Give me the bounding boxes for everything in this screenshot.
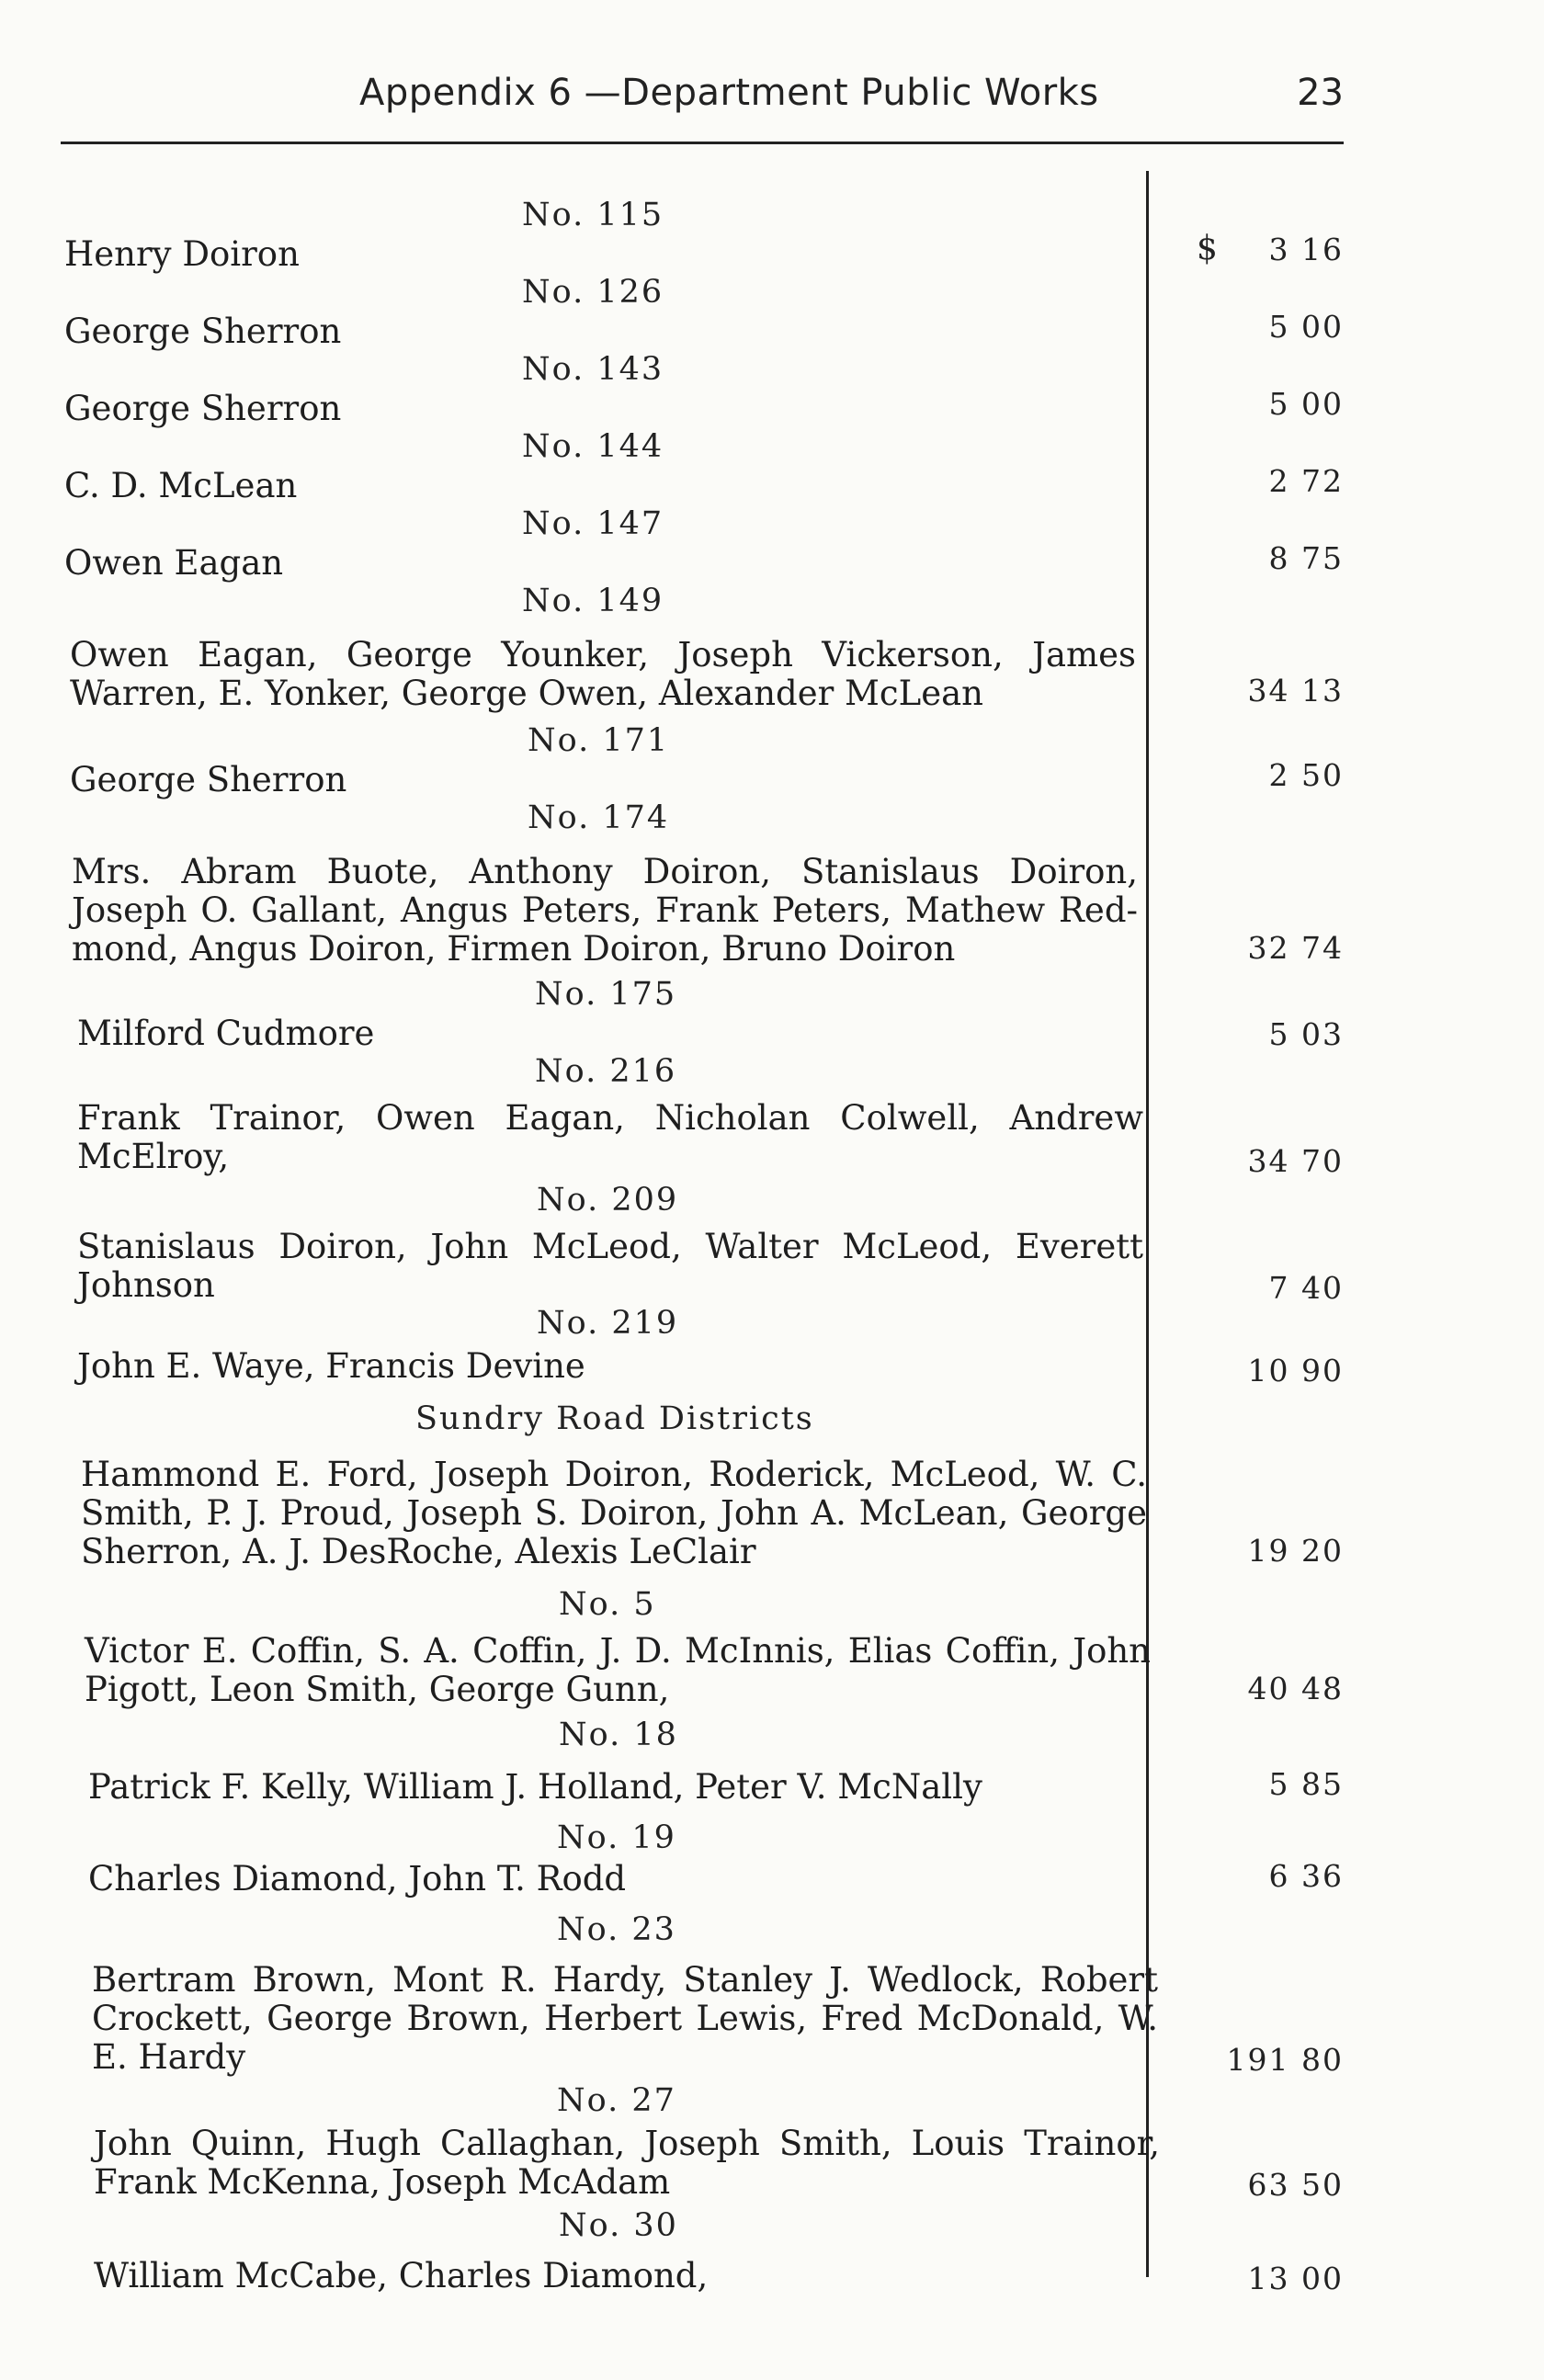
entry-amount: 5 85: [1268, 1766, 1344, 1802]
entry-amount: 13 00: [1247, 2261, 1344, 2296]
entry-names: William McCabe, Charles Diamond,: [94, 2256, 709, 2295]
entry-heading: No. 30: [559, 2207, 678, 2244]
entry-heading: No. 175: [535, 976, 677, 1013]
entry-amount: 7 40: [1268, 1270, 1344, 1306]
entry-names: George Sherron: [64, 312, 342, 351]
entry-heading: No. 149: [522, 583, 664, 619]
entry-amount: 19 20: [1247, 1533, 1344, 1569]
entry-heading: No. 18: [559, 1717, 678, 1753]
entry-heading: No. 115: [522, 197, 664, 233]
entry-heading: No. 171: [528, 722, 670, 759]
entry-heading: No. 143: [522, 351, 664, 388]
entry-names: Hammond E. Ford, Joseph Doiron, Roderick, McLeod, W. C. Smith, P. J. Proud, Joseph S. Doiron, John A. McLean, George Sherron, A. J. DesRoche, Alexis LeClair: [81, 1455, 1147, 1571]
entry-heading: No. 19: [557, 1819, 676, 1856]
entry-names: Frank Trainor, Owen Eagan, Nicholan Colwell, Andrew McElroy,: [77, 1098, 1143, 1176]
entry-heading: No. 147: [522, 505, 664, 542]
entry-names: Victor E. Coffin, S. A. Coffin, J. D. McInnis, Elias Coffin, John Pigott, Leon Smith, George Gunn,: [85, 1631, 1151, 1709]
entry-heading: No. 174: [528, 799, 670, 836]
entry-amount: 3 16: [1268, 232, 1344, 267]
entry-heading: No. 216: [535, 1053, 677, 1090]
entry-heading: No. 209: [537, 1182, 679, 1218]
entry-names: John E. Waye, Francis Devine: [77, 1346, 585, 1386]
entry-names: Owen Eagan: [64, 543, 284, 583]
entry-amount: 10 90: [1247, 1353, 1344, 1388]
entry-heading: No. 219: [537, 1305, 679, 1342]
entry-names: Milford Cudmore: [77, 1014, 375, 1053]
entry-heading: No. 23: [557, 1911, 676, 1948]
entry-heading: Sundry Road Districts: [415, 1400, 814, 1437]
entry-heading: No. 144: [522, 428, 664, 465]
entry-amount: 34 13: [1247, 673, 1344, 708]
page-number: 23: [1297, 72, 1344, 114]
entry-amount: 5 00: [1268, 309, 1344, 345]
entry-amount: 34 70: [1247, 1143, 1344, 1179]
entry-heading: No. 27: [557, 2082, 676, 2119]
entry-amount: 6 36: [1268, 1858, 1344, 1894]
entry-amount: 5 00: [1268, 386, 1344, 422]
entry-names: Henry Doiron: [64, 234, 300, 274]
entry-names: Patrick F. Kelly, William J. Holland, Peter V. McNally: [88, 1767, 982, 1807]
entry-heading: No. 5: [559, 1586, 656, 1623]
page-title: Appendix 6 —Department Public Works: [359, 72, 1099, 114]
currency-symbol: $: [1197, 230, 1218, 267]
entry-amount: 5 03: [1268, 1016, 1344, 1052]
entry-names: Bertram Brown, Mont R. Hardy, Stanley J. Wedlock, Robert Crockett, George Brown, Herbert Lewis, Fred McDonald, W. E. Hardy: [92, 1960, 1158, 2077]
entry-names: C. D. McLean: [64, 466, 298, 505]
entry-amount: 63 50: [1247, 2167, 1344, 2203]
entry-amount: 2 72: [1268, 463, 1344, 499]
entry-amount: 191 80: [1226, 2042, 1344, 2078]
entry-heading: No. 126: [522, 274, 664, 311]
entry-amount: 2 50: [1268, 757, 1344, 793]
entry-names: George Sherron: [70, 760, 347, 799]
entry-names: John Quinn, Hugh Callaghan, Joseph Smith, Louis Trainor, Frank McKenna, Joseph McAdam: [94, 2124, 1160, 2202]
entry-amount: 40 48: [1247, 1671, 1344, 1706]
entry-names: Charles Diamond, John T. Rodd: [88, 1859, 627, 1898]
entry-amount: 8 75: [1268, 540, 1344, 576]
entry-names: Owen Eagan, George Younker, Joseph Vickerson, James Warren, E. Yonker, George Owen, Alexander McLean: [70, 635, 1136, 713]
entry-names: Stanislaus Doiron, John McLeod, Walter McLeod, Everett Johnson: [77, 1227, 1143, 1305]
entry-names: George Sherron: [64, 389, 342, 428]
entry-names: Mrs. Abram Buote, Anthony Doiron, Stanislaus Doiron, Joseph O. Gallant, Angus Peters, Frank Peters, Mathew Red- mond, Angus Doiron, Firmen Doiron, Bruno Doiron: [72, 852, 1138, 969]
entry-amount: 32 74: [1247, 930, 1344, 966]
